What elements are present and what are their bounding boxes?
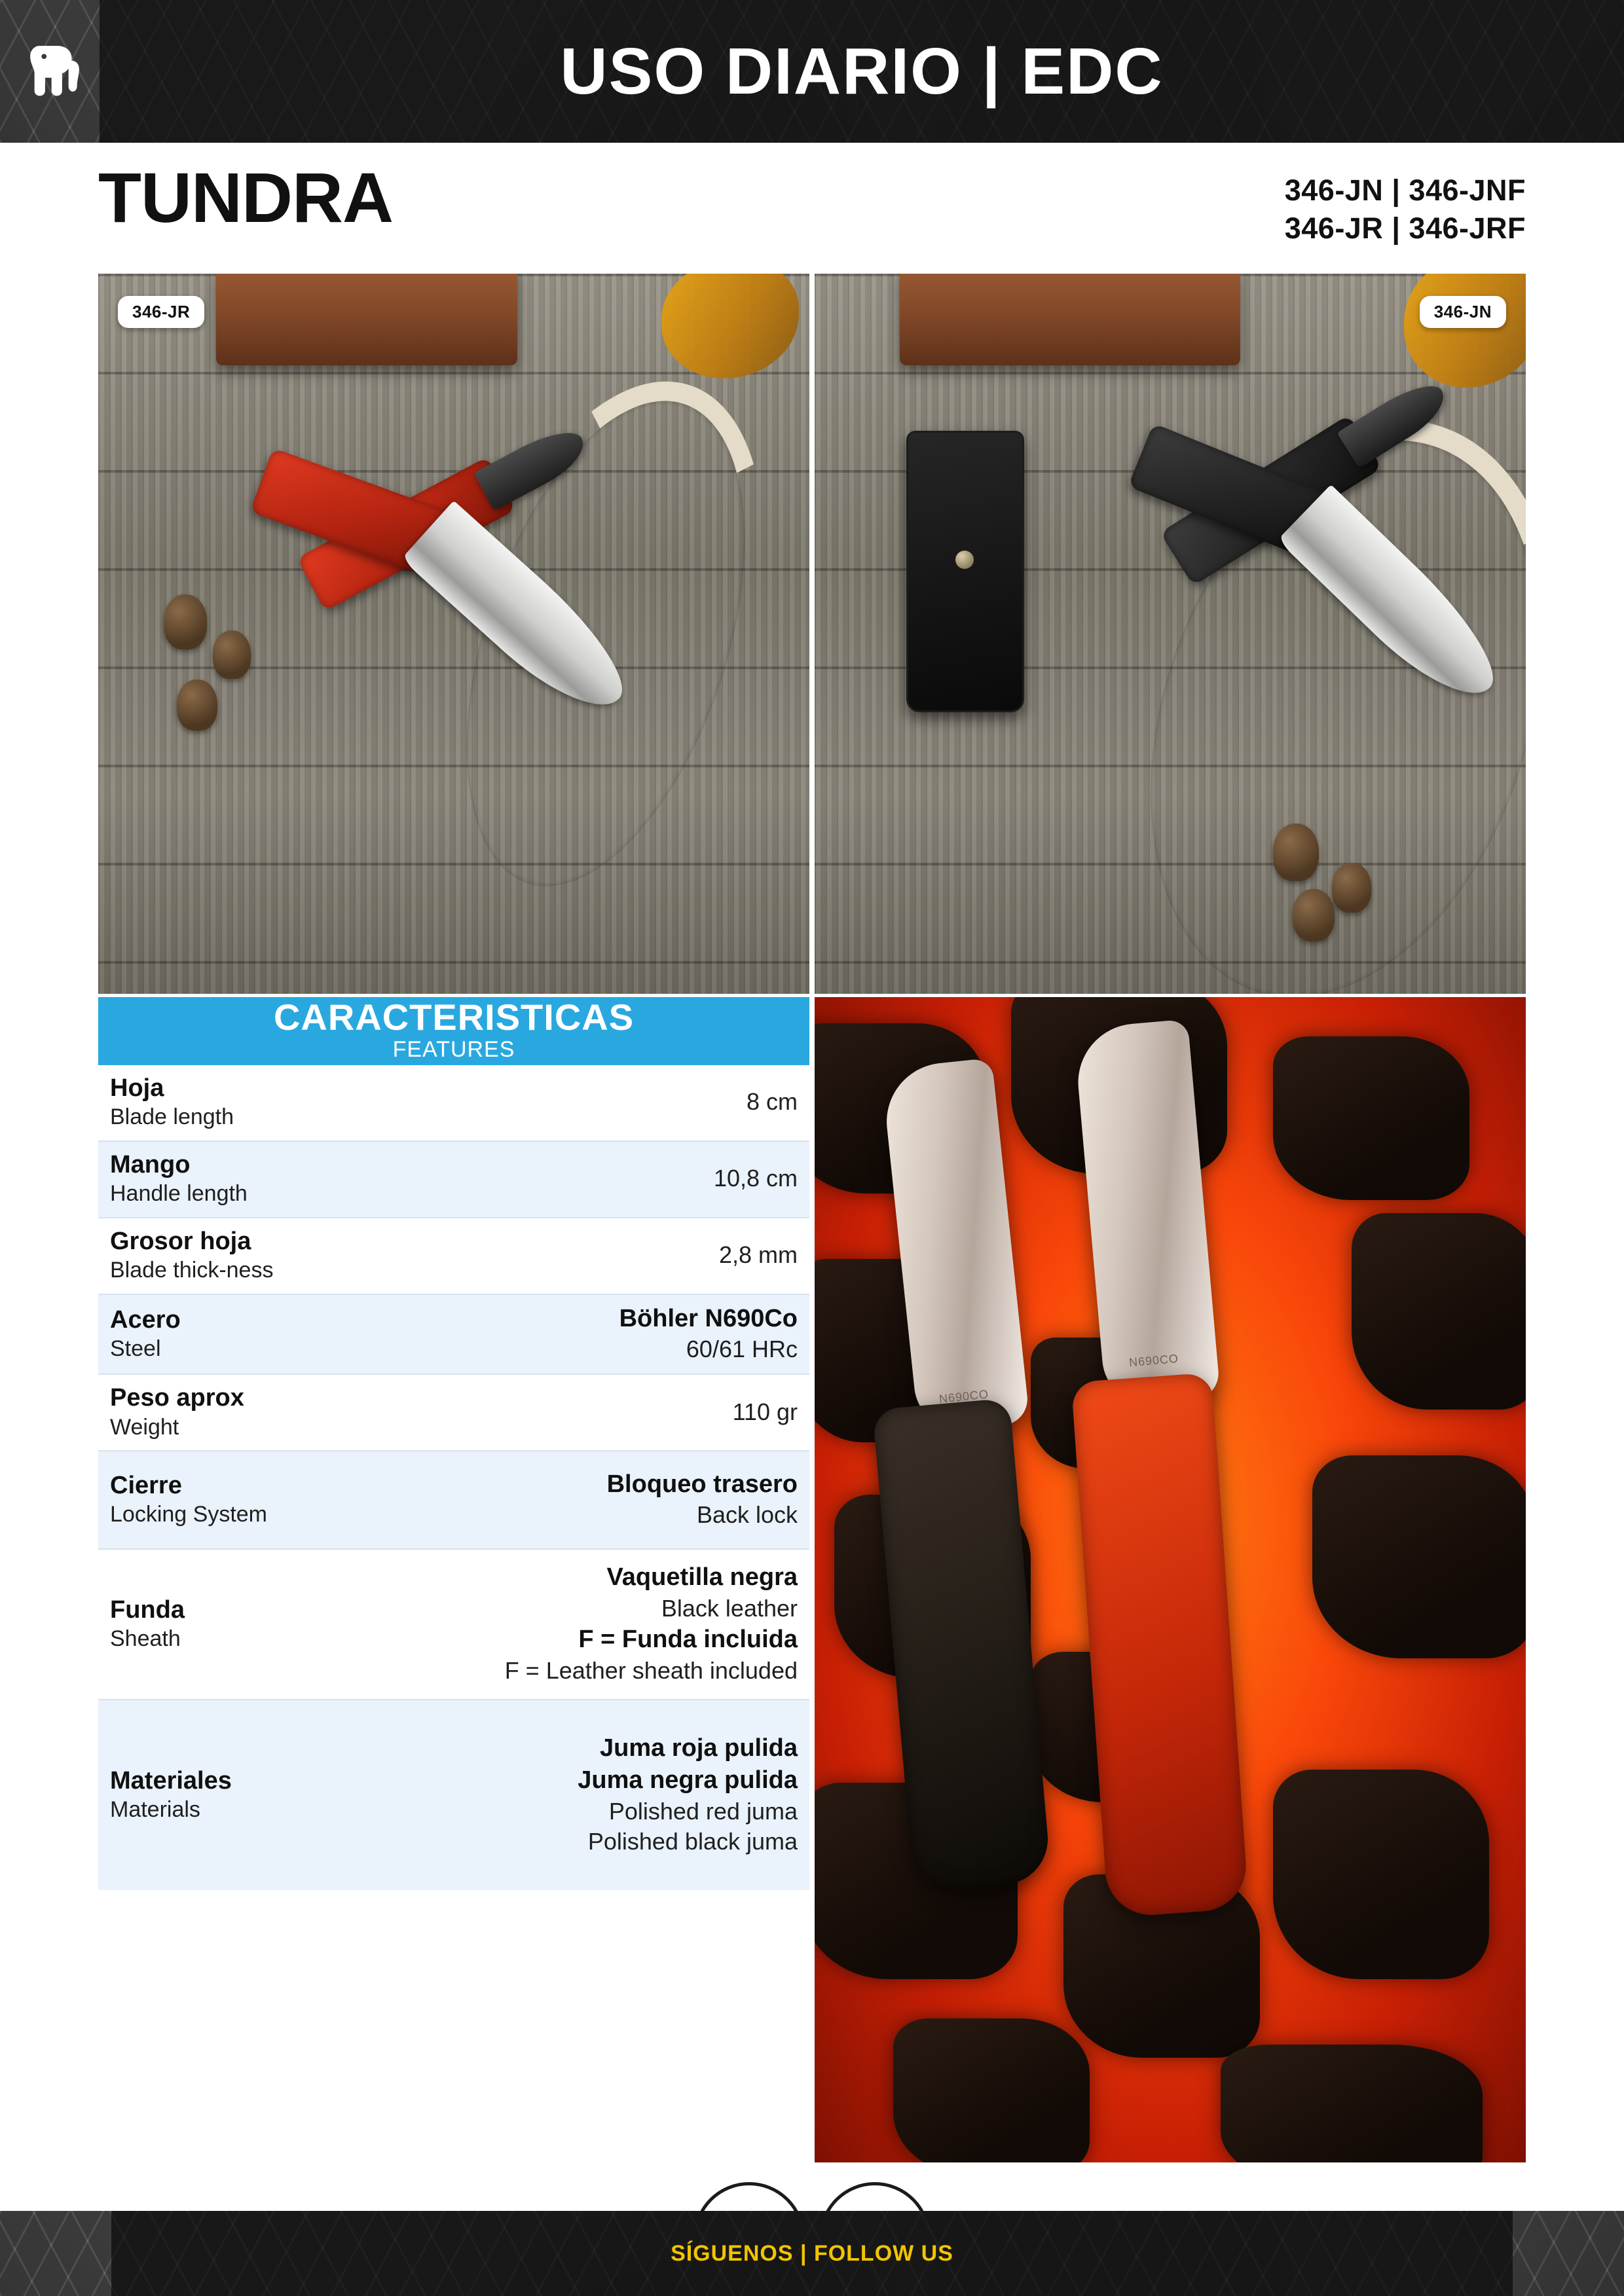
- photo-tag: 346-JR: [118, 296, 204, 328]
- footer-bar: [111, 2211, 1513, 2296]
- spec-value-en: Black leather: [661, 1595, 798, 1622]
- charcoal-piece: [1312, 1455, 1526, 1658]
- red-handle: [1071, 1373, 1249, 1918]
- spec-label-es: Funda: [110, 1595, 185, 1624]
- spec-value-es-2: F = Funda incluida: [578, 1626, 798, 1654]
- table-row: [98, 1142, 809, 1218]
- spec-value: [578, 1732, 798, 1856]
- table-row: [98, 1295, 809, 1376]
- spec-label: [110, 1383, 244, 1441]
- spec-value: [619, 1303, 798, 1365]
- spec-value-es: Böhler N690Co: [619, 1304, 798, 1332]
- spec-label-en: Handle length: [110, 1181, 248, 1207]
- spec-value-es: Vaquetilla negra: [606, 1563, 798, 1592]
- charcoal-piece: [1273, 1770, 1489, 1979]
- spec-value-en-2: F = Leather sheath included: [504, 1656, 798, 1684]
- spec-value: [505, 1561, 798, 1685]
- elephant-logo-icon: [0, 37, 100, 105]
- pine-cone: [1273, 824, 1319, 881]
- spec-label-es: Cierre: [110, 1471, 182, 1499]
- blade-etching: N690CO: [1128, 1351, 1179, 1370]
- snap-stud: [955, 551, 974, 569]
- spec-label-es: Mango: [110, 1150, 191, 1178]
- page-footer: [0, 2211, 1624, 2296]
- leather-sheath: [906, 431, 1024, 712]
- spec-label-es: Materiales: [110, 1766, 232, 1795]
- table-row: [98, 1065, 809, 1142]
- product-code-line-2: 346-JR | 346-JRF: [1284, 211, 1526, 245]
- spec-label-en: Weight: [110, 1414, 179, 1440]
- leather-notebook: [216, 274, 517, 365]
- features-heading-en: FEATURES: [392, 1037, 515, 1063]
- product-photo-grid: [98, 274, 1526, 994]
- spec-value-en: 2,8 mm: [718, 1241, 798, 1269]
- pine-cone: [1332, 863, 1371, 913]
- charcoal-piece: [1352, 1213, 1526, 1410]
- product-name: TUNDRA: [98, 158, 393, 237]
- charcoal-piece: [1273, 1036, 1469, 1200]
- spec-label: [110, 1226, 273, 1285]
- follow-us-label: SÍGUENOS | FOLLOW US: [671, 2240, 953, 2266]
- product-code-line-1: 346-JN | 346-JNF: [1284, 173, 1526, 207]
- spec-value: [733, 1397, 798, 1427]
- spec-value-en: Polished red juma: [608, 1797, 798, 1825]
- spec-label: [110, 1150, 248, 1208]
- spec-value-en: Back lock: [696, 1501, 798, 1529]
- charcoal-piece: [1221, 2045, 1483, 2162]
- spec-label-es: Hoja: [110, 1074, 164, 1102]
- table-row: [98, 1375, 809, 1451]
- header-title-bar: [100, 0, 1624, 143]
- spec-label: [110, 1073, 234, 1131]
- table-row: [98, 1550, 809, 1700]
- product-photo-red: [98, 274, 809, 994]
- spec-label: [110, 1766, 232, 1824]
- spec-label-en: Sheath: [110, 1626, 181, 1652]
- spec-label-es: Acero: [110, 1305, 181, 1334]
- spec-label: [110, 1305, 181, 1363]
- spec-value: [607, 1468, 798, 1531]
- spec-value-es-2: Juma negra pulida: [578, 1766, 798, 1795]
- page-header: [0, 0, 1624, 143]
- spec-value-en: 110 gr: [732, 1398, 798, 1425]
- spec-value: [719, 1240, 798, 1270]
- product-photo-forge: [815, 997, 1526, 2162]
- spec-label-en: Blade length: [110, 1104, 234, 1130]
- spec-value-en: 60/61 HRc: [686, 1336, 798, 1363]
- spec-value-es: Bloqueo trasero: [606, 1470, 798, 1498]
- features-heading-es: CARACTERISTICAS: [273, 996, 635, 1038]
- features-header: [98, 997, 809, 1065]
- spec-label-en: Materials: [110, 1797, 200, 1823]
- product-heading-row: [98, 158, 1526, 247]
- table-row: [98, 1218, 809, 1295]
- spec-label-en: Locking System: [110, 1502, 267, 1527]
- spec-value: [747, 1087, 798, 1117]
- spec-label-es: Grosor hoja: [110, 1227, 251, 1255]
- spec-value-en: 10,8 cm: [713, 1165, 798, 1192]
- spec-label: [110, 1470, 267, 1529]
- product-codes: [1285, 172, 1526, 247]
- spec-label-en: Blade thick-ness: [110, 1258, 274, 1283]
- blade-etching: N690CO: [938, 1387, 989, 1406]
- spec-label-es: Peso aprox: [110, 1384, 244, 1412]
- spec-value-en-2: Polished black juma: [587, 1827, 798, 1855]
- product-photo-black: [815, 274, 1526, 994]
- page-title: USO DIARIO | EDC: [560, 34, 1164, 108]
- photo-tag: 346-JN: [1420, 296, 1506, 328]
- charcoal-piece: [893, 2018, 1090, 2162]
- spec-value-es: Juma roja pulida: [600, 1734, 798, 1762]
- spec-label: [110, 1595, 185, 1653]
- table-row: [98, 1451, 809, 1550]
- spec-value: [714, 1163, 798, 1194]
- pine-cone: [1293, 889, 1335, 941]
- table-row: [98, 1700, 809, 1890]
- page-content: [0, 143, 1624, 2211]
- spec-value-en: 8 cm: [746, 1088, 798, 1116]
- specifications-table: [98, 1065, 809, 1890]
- pine-cone: [164, 594, 207, 649]
- leather-notebook: [900, 274, 1240, 365]
- spec-label-en: Steel: [110, 1336, 161, 1361]
